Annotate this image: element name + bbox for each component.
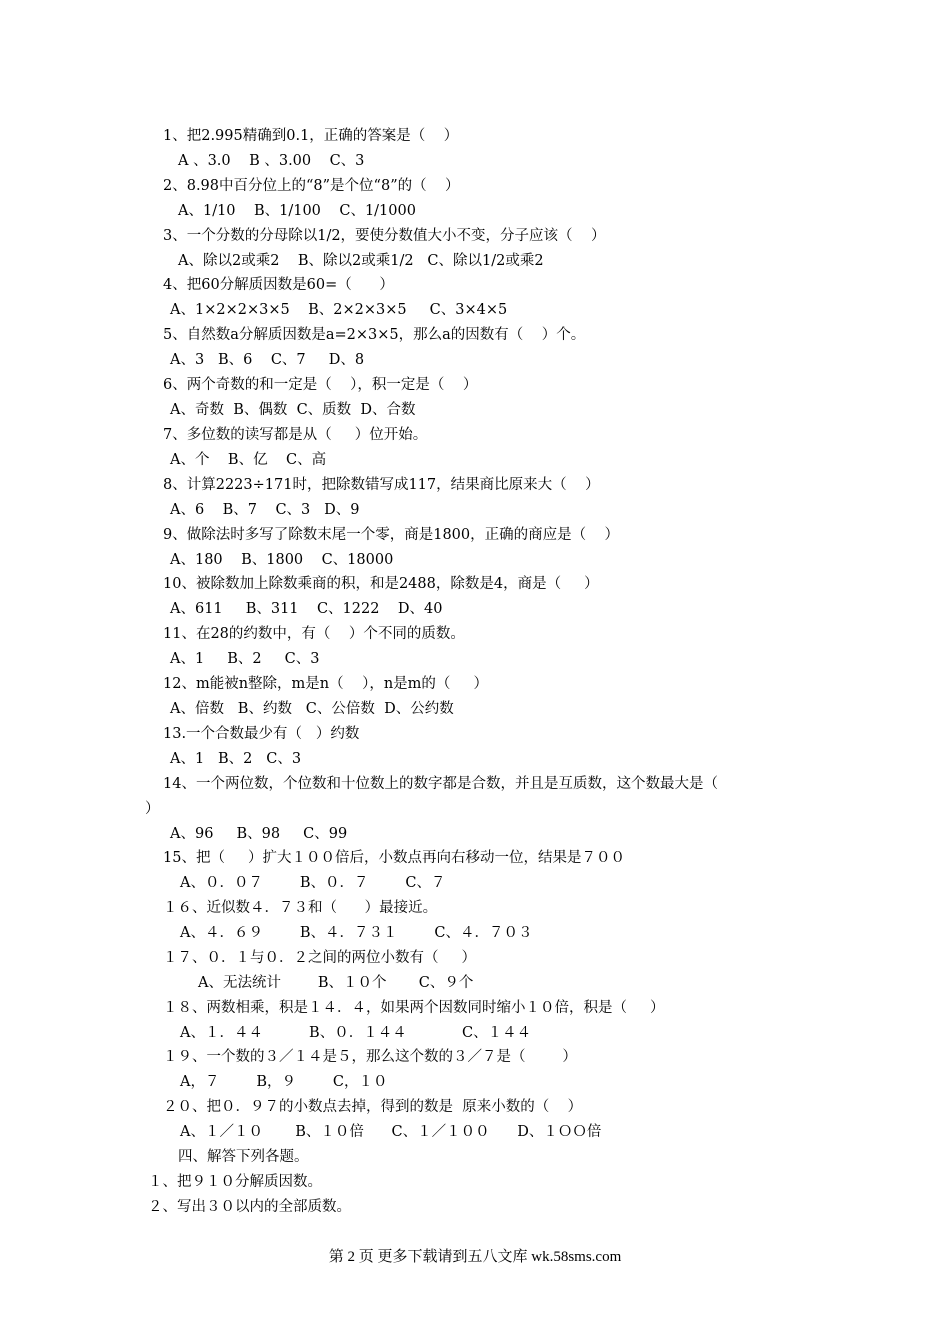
question-19: １９、一个数的３／１４是５，那么这个数的３／７是（ ） [163,1049,577,1065]
page-footer: 第 2 页 更多下载请到五八文库 wk.58sms.com [328,1249,622,1265]
question-20: ２０、把０．９７的小数点去掉，得到的数是 原来小数的（ ） [163,1099,583,1115]
question-6: 6、两个奇数的和一定是（ ），积一定是（ ） [163,377,478,393]
question-13-options: A、1 B、2 C、3 [170,751,302,767]
question-2-options: A、1/10 B、1/100 C、1/1000 [178,203,416,219]
question-14: 14、一个两位数，个位数和十位数上的数字都是合数，并且是互质数，这个数最大是（ [163,776,718,792]
question-3-options: A、除以2或乘2 B、除以2或乘1/2 C、除以1/2或乘2 [178,253,544,269]
problem-2: ２、写出３０以内的全部质数。 [148,1199,351,1215]
question-19-options: A，７ B，９ C，１０ [180,1074,388,1090]
question-9: 9、做除法时多写了除数末尾一个零，商是1800，正确的商应是（ ） [163,527,620,543]
question-11-options: A、1 B、2 C、3 [170,651,320,667]
question-10: 10、被除数加上除数乘商的积，和是2488，除数是4，商是（ ） [163,576,599,592]
section-heading: 四、解答下列各题。 [178,1149,309,1165]
question-3: 3、一个分数的分母除以1/2，要使分数值大小不变，分子应该（ ） [163,228,606,244]
question-15: 15、把（ ）扩大１００倍后，小数点再向右移动一位，结果是７００ [163,850,625,866]
question-9-options: A、180 B、1800 C、18000 [170,552,394,568]
question-14-continued: ） [145,801,160,817]
question-11: 11、在28的约数中，有（ ）个不同的质数。 [163,626,465,642]
question-16: １６、近似数４．７３和（ ）最接近。 [163,900,438,916]
question-4-options: A、1×2×2×3×5 B、2×2×3×5 C、3×4×5 [170,302,508,318]
question-1-options: A 、3.0 B 、3.00 C、3 [178,153,365,169]
question-7: 7、多位数的读写都是从（ ）位开始。 [163,427,428,443]
question-18: １８、两数相乘，积是１４．４，如果两个因数同时缩小１０倍，积是（ ） [163,1000,665,1016]
question-12: 12、m能被n整除，m是n（ ），n是m的（ ） [163,676,488,692]
question-17: １７、０．１与０．２之间的两位小数有（ ） [163,950,477,966]
problem-1: １、把９１０分解质因数。 [148,1174,322,1190]
question-4: 4、把60分解质因数是60=（ ） [163,277,394,293]
question-16-options: A、４．６９ B、４．７３１ C、４．７０３ [180,925,533,941]
question-10-options: A、611 B、311 C、1222 D、40 [170,601,443,617]
question-5: 5、自然数a分解质因数是a=2×3×5，那么a的因数有（ ）个。 [163,327,586,343]
question-2: 2、8.98中百分位上的“8”是个位“8”的（ ） [163,178,460,194]
question-12-options: A、倍数 B、约数 C、公倍数 D、公约数 [170,701,454,717]
question-20-options: A、１／１０ B、１０倍 C、１／１００ D、１ＯＯ倍 [180,1124,602,1140]
question-1: 1、把2.995精确到0.1，正确的答案是（ ） [163,128,459,144]
question-8-options: A、6 B、7 C、3 D、9 [170,502,360,518]
question-15-options: A、０．０７ B、０．７ C、７ [180,875,446,891]
question-13: 13.一个合数最少有（ ）约数 [163,726,360,742]
question-18-options: A、１．４４ B、０．１４４ C、１４４ [180,1025,532,1041]
question-14-options: A、96 B、98 C、99 [170,826,348,842]
question-5-options: A、3 B、6 C、7 D、8 [170,352,365,368]
question-7-options: A、个 B、亿 C、高 [170,452,327,468]
question-8: 8、计算2223÷171时，把除数错写成117，结果商比原来大（ ） [163,477,600,493]
question-6-options: A、奇数 B、偶数 C、质数 D、合数 [170,402,416,418]
question-17-options: A、无法统计 B、１０个 C、９个 [198,975,474,991]
